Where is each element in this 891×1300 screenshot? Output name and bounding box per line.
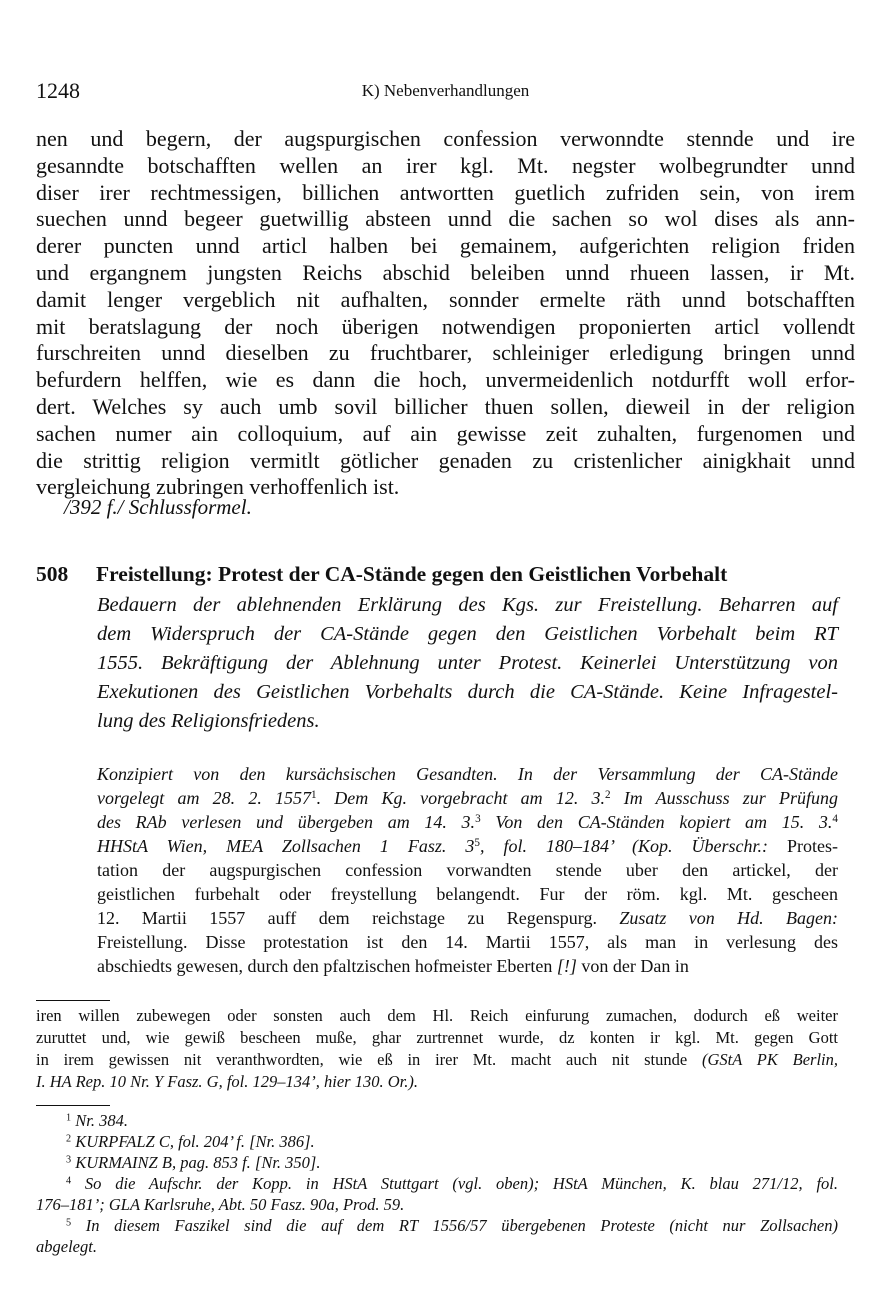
text-line [36, 421, 855, 448]
text-segment: 1555. Bekräftigung der Ablehnung unter Protest. Keinerlei Unterstützung von [97, 652, 838, 674]
text-line [97, 834, 838, 858]
text-segment: Im Ausschuss zur Prüfung [610, 788, 838, 808]
text-line [36, 1027, 838, 1049]
footnote-reference: 2 [605, 788, 611, 801]
text-segment: suechen unnd begeer guetwillig absteen unnd die sachen so wol dises als ann- [36, 206, 855, 232]
footnote-reference: 2 [66, 1133, 72, 1145]
text-segment: zuruttet und, wie gewiß bescheen muße, ghar zurtrennet wurde, dz konten ir kgl. Mt. gegen Gott [36, 1028, 838, 1047]
text-line [36, 153, 855, 180]
section-number: 508 [36, 562, 69, 586]
footnote [36, 1215, 838, 1257]
text-segment: mit beratslagung der noch überigen notwendigen proponierten articl vollendt [36, 313, 855, 339]
text-segment: und ergangnem jungsten Reichs abschid beleiben unnd rhueen lassen, ir Mt. [36, 259, 855, 285]
text-segment: in irem gewissen nit veranthwordten, wie eß in irer Mt. macht auch nit stunde [36, 1050, 702, 1069]
body-paragraph [36, 126, 855, 501]
text-line [36, 1236, 838, 1257]
text-segment: . Dem Kg. vorgebracht am 12. 3. [316, 788, 605, 808]
text-line [36, 206, 855, 233]
text-line [36, 1173, 838, 1194]
text-segment: von der Dan in [576, 956, 689, 976]
text-line [97, 954, 838, 978]
text-segment: Nr. 384. [71, 1111, 128, 1130]
text-segment: vergleichung zubringen verhoffenlich ist. [36, 474, 400, 500]
text-segment: des RAb verlesen und übergeben am 14. 3. [97, 812, 476, 832]
text-line [97, 678, 838, 707]
footnote [36, 1173, 838, 1215]
text-segment: lung des Religionsfriedens. [97, 710, 320, 732]
page-header [36, 78, 855, 106]
footnote [36, 1152, 838, 1173]
text-line [36, 287, 855, 314]
text-segment: Protes- [787, 836, 838, 856]
text-line [97, 649, 838, 678]
footnote [36, 1110, 838, 1131]
text-line [97, 906, 838, 930]
text-segment: KURMAINZ B, pag. 853 f. [Nr. 350]. [71, 1153, 321, 1172]
running-head: K) Nebenverhandlungen [361, 81, 530, 100]
text-segment: HHStA Wien, MEA Zollsachen 1 Fasz. 3 [97, 836, 475, 856]
text-segment: vorgelegt am 28. 2. 1557 [97, 788, 312, 808]
text-line [36, 1071, 838, 1093]
text-segment: die strittig religion vermitlt götlicher genaden zu cristenlicher ainigkhait unnd [36, 447, 855, 473]
text-segment: damit lenger vergeblich nit aufhalten, sonnder ermelte räth unnd botschafften [36, 286, 855, 312]
text-segment: dem Widerspruch der CA-Stände gegen den Geistlichen Vorbehalt beim RT [97, 623, 838, 645]
text-segment: dert. Welches sy auch umb sovil billicher thuen sollen, dieweil in der religion [36, 393, 855, 419]
text-line [97, 786, 838, 810]
text-line [36, 367, 855, 394]
text-segment: In diesem Faszikel sind die auf dem RT 1556/57 übergebenen Proteste (nicht nur Zollsachen) [71, 1216, 838, 1235]
text-segment: Zusatz von Hd. Bagen: [619, 908, 838, 928]
text-line [36, 180, 855, 207]
text-segment: befurdern helffen, wie es dann die hoch, unvermeidenlich notdurfft woll erfor- [36, 367, 855, 393]
text-segment: Von den CA-Ständen kopiert am 15. 3. [480, 812, 833, 832]
text-segment: tation der augspurgischen confession vorwandten stende uber den artickel, der [97, 860, 838, 880]
text-segment: iren willen zubewegen oder sonsten auch dem Hl. Reich einfurung zumachen, dodurch eß weiter [36, 1006, 838, 1025]
text-segment: So die Aufschr. der Kopp. in HStA Stuttgart (vgl. oben); HStA München, K. blau 271/12, fol. [71, 1174, 838, 1193]
text-line [97, 620, 838, 649]
text-line [36, 1215, 838, 1236]
text-line [97, 591, 838, 620]
text-segment: 176–181’; GLA Karlsruhe, Abt. 50 Fasz. 90a, Prod. 59. [36, 1195, 405, 1214]
text-line [36, 1152, 838, 1173]
footnote [36, 1131, 838, 1152]
text-segment: Bedauern der ablehnenden Erklärung des Kgs. zur Freistellung. Beharren auf [97, 594, 838, 616]
text-line [97, 707, 838, 736]
footnote-reference: 3 [475, 812, 481, 825]
footnote-divider [36, 1000, 110, 1001]
text-segment: gesanndte botschafften wellen an irer kgl. Mt. negster wolbegrundter unnd [36, 152, 855, 178]
text-segment: KURPFALZ C, fol. 204’ f. [Nr. 386]. [71, 1132, 315, 1151]
text-segment: I. HA Rep. 10 Nr. Y Fasz. G, fol. 129–134’, hier 130. Or.). [36, 1072, 418, 1091]
footnote-divider [36, 1105, 110, 1106]
footnote-reference: 1 [311, 788, 317, 801]
text-line [97, 882, 838, 906]
footnote-reference: 5 [474, 836, 480, 849]
footnote-reference: 3 [66, 1154, 72, 1166]
footnote-reference: 1 [66, 1112, 72, 1124]
text-line [36, 126, 855, 153]
section-title: Freistellung: Protest der CA-Stände gegen den Geistlichen Vorbehalt [96, 562, 728, 586]
text-line [36, 1110, 838, 1131]
closing-formula: /392 f./ Schlussformel. [64, 495, 252, 519]
footnote-reference: 4 [832, 812, 838, 825]
text-line [36, 233, 855, 260]
text-segment: geistlichen furbehalt oder freystellung belangendt. Fur der röm. kgl. Mt. gescheen [97, 884, 838, 904]
text-segment: , fol. 180–184’ (Kop. Überschr.: [479, 836, 787, 856]
text-segment: 12. Martii 1557 auff dem reichstage zu Regenspurg. [97, 908, 620, 928]
text-line [97, 762, 838, 786]
text-line [97, 930, 838, 954]
text-line [36, 394, 855, 421]
footnote-reference: 4 [66, 1175, 72, 1187]
text-line [36, 314, 855, 341]
text-segment: Konzipiert von den kursächsischen Gesandten. In der Versammlung der CA-Stände [97, 764, 838, 784]
text-segment: Exekutionen des Geistlichen Vorbehalts durch die CA-Stände. Keine Infragestel- [97, 681, 838, 703]
text-segment: sachen numer ain colloquium, auf ain gewisse zeit zuhalten, furgenomen und [36, 420, 855, 446]
text-segment: diser irer rechtmessigen, billichen antwortten guetlich zufriden sein, von irem [36, 179, 855, 205]
text-line [36, 260, 855, 287]
text-line [97, 858, 838, 882]
text-segment: Freistellung. Disse protestation ist den 14. Martii 1557, als man in verlesung des [97, 932, 838, 952]
text-segment: furschreiten unnd dieselben zu fruchtbarer, schleiniger erledigung bringen unnd [36, 340, 855, 366]
text-segment: (GStA PK Berlin, [701, 1050, 838, 1069]
text-line [36, 448, 855, 475]
text-line [36, 1005, 838, 1027]
text-line [97, 810, 838, 834]
text-segment: nen und begern, der augspurgischen confession verwonndte stennde und ire [36, 126, 855, 151]
page-number: 1248 [36, 78, 80, 103]
footnote-reference: 5 [66, 1217, 72, 1229]
continued-footnote [36, 1005, 838, 1093]
text-segment: abgelegt. [36, 1237, 97, 1256]
text-segment: abschiedts gewesen, durch den pfaltzischen hofmeister Eberten [97, 956, 557, 976]
footnotes [36, 1110, 838, 1257]
section-summary [97, 591, 838, 736]
text-line [36, 1131, 838, 1152]
text-line [36, 1194, 838, 1215]
text-line [36, 1049, 838, 1071]
text-segment: derer puncten unnd articl halben bei gemainem, aufgerichten religion friden [36, 233, 855, 259]
source-note [97, 762, 838, 978]
text-segment: [!] [556, 956, 577, 976]
text-line [36, 340, 855, 367]
